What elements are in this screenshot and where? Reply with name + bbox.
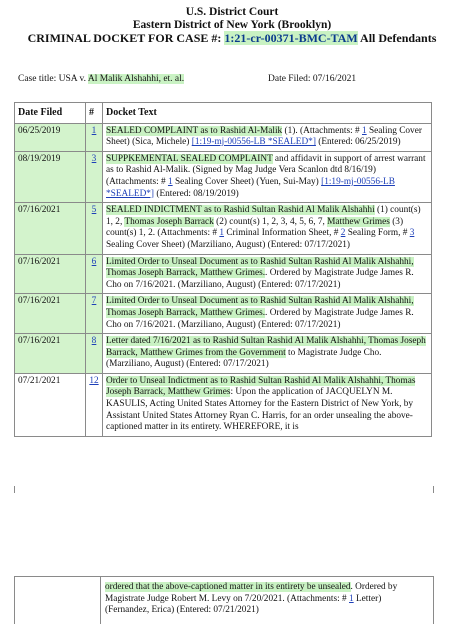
date-filed-cell: 07/16/2021 bbox=[15, 294, 86, 334]
entry-number-link[interactable]: 7 bbox=[91, 296, 97, 307]
highlighted-text: Matthew Grimes bbox=[327, 216, 390, 227]
docket-text-cell bbox=[103, 373, 432, 436]
docket-title bbox=[0, 32, 464, 45]
docket-text-fragment: Criminal Information Sheet, # bbox=[224, 228, 341, 239]
date-filed-cell: 07/16/2021 bbox=[15, 334, 86, 374]
docket-body bbox=[15, 123, 432, 436]
docket-text-fragment: . Ordered by Magistrate Judge James R. Cho on 7/16/2021. (Marziliano, August) (Entered: 07/17/2021) bbox=[106, 307, 414, 330]
docket-suffix: All Defendants bbox=[360, 31, 437, 45]
docket-link[interactable]: 1 bbox=[349, 593, 354, 604]
docket-text-fragment: (3) count(s) 1, 2. (Attachments: # bbox=[106, 216, 404, 239]
highlighted-text: ordered that the above-captioned matter in its entirety be unsealed bbox=[105, 582, 351, 592]
docket-text-cell bbox=[103, 334, 432, 374]
docket-text-cell bbox=[103, 123, 432, 151]
entry-number-cell bbox=[86, 294, 103, 334]
docket-text-fragment: Sealing Cover Sheet) (Yuen, Sui-May) bbox=[172, 176, 322, 187]
district-name: Eastern District of New York (Brooklyn) bbox=[132, 19, 332, 31]
highlighted-text: Thomas Joseph Barrack bbox=[124, 216, 214, 227]
table-row bbox=[15, 294, 432, 334]
date-filed-cell: 07/21/2021 bbox=[15, 373, 86, 436]
highlighted-text: SEALED INDICTMENT as to Rashid Sultan Rashid Al Malik Alshahhi bbox=[106, 205, 375, 216]
date-filed-cell: 08/19/2019 bbox=[15, 151, 86, 202]
highlighted-text: SEALED COMPLAINT as to Rashid Al-Malik bbox=[106, 125, 283, 136]
table-row bbox=[15, 373, 432, 436]
docket-link[interactable]: 1 bbox=[219, 228, 225, 239]
table-row bbox=[15, 151, 432, 202]
case-number: 1:21-cr-00371-BMC-TAM bbox=[224, 31, 358, 45]
entry-number-cell bbox=[86, 203, 103, 254]
table-header-row bbox=[15, 103, 432, 124]
table-row bbox=[15, 123, 432, 151]
docket-text-fragment: (Entered: 08/19/2019) bbox=[154, 188, 239, 199]
docket-text-cell bbox=[103, 254, 432, 294]
docket-text-fragment: Letter) (Fernandez, Erica) (Entered: 07/21/2021) bbox=[105, 593, 382, 616]
docket-text-fragment: to Magistrate Judge Cho. (Marziliano, August) (Entered: 07/17/2021) bbox=[106, 347, 382, 370]
page-cutoff bbox=[14, 486, 434, 493]
case-title-value: Al Malik Alshahhi, et. al. bbox=[87, 74, 185, 84]
docket-link[interactable]: [1:19-mj-00556-LB *SEALED*] bbox=[106, 176, 395, 199]
entry-number-cell bbox=[86, 123, 103, 151]
date-filed-cell: 06/25/2019 bbox=[15, 123, 86, 151]
docket-text-fragment: . Ordered by Magistrate Judge Robert M. Levy on 7/20/2021. (Attachments: # bbox=[105, 582, 398, 604]
entry-number-cell bbox=[86, 373, 103, 436]
court-name: U.S. District Court bbox=[185, 6, 279, 18]
date-filed-cell: 07/16/2021 bbox=[15, 254, 86, 294]
docket-text-fragment: Sealing Cover Sheet) (Marziliano, August) (Entered: 07/17/2021) bbox=[106, 239, 350, 250]
page-break bbox=[0, 493, 464, 573]
table-row bbox=[15, 334, 432, 374]
docket-text-fragment: Sealing Cover Sheet) (Sica, Michele) bbox=[106, 125, 422, 148]
entry-number-link[interactable]: 8 bbox=[91, 336, 97, 347]
entry-number-link[interactable]: 12 bbox=[89, 375, 99, 386]
header-number: # bbox=[86, 103, 103, 124]
highlighted-text: Limited Order to Unseal Document as to Rashid Sultan Rashid Al Malik Alshahhi, Thomas Joseph Barrack, Matthew Grimes. bbox=[106, 256, 414, 279]
docket-link[interactable]: 1 bbox=[167, 176, 173, 187]
docket-link[interactable]: 3 bbox=[409, 228, 415, 239]
docket-table bbox=[14, 102, 432, 437]
docket-text-fragment: : Upon the application of JACQUELYN M. KASULIS, Acting United States Attorney for the Eastern District of New York, by Assistant United States Attorney Ryan C. Harris, for an order unsealing the above-captioned matter in its entirety. WHEREFORE, it is bbox=[106, 387, 414, 433]
table-row bbox=[15, 203, 432, 254]
entry-number-cell bbox=[86, 254, 103, 294]
continued-entry-text bbox=[105, 582, 427, 617]
highlighted-text: Letter dated 7/16/2021 as to Rashid Sultan Rashid Al Malik Alshahhi, Thomas Joseph Barrack, Matthew Grimes from the Government bbox=[106, 336, 426, 358]
header-docket-text: Docket Text bbox=[103, 103, 432, 124]
entry-number-link[interactable]: 3 bbox=[91, 153, 97, 164]
docket-link[interactable]: 1 bbox=[362, 125, 367, 136]
highlighted-text: Limited Order to Unseal Document as to Rashid Sultan Rashid Al Malik Alshahhi, Thomas Joseph Barrack, Matthew Grimes. bbox=[106, 296, 414, 318]
docket-text-cell bbox=[103, 294, 432, 334]
docket-link[interactable]: [1:19-mj-00556-LB *SEALED*] bbox=[191, 137, 316, 148]
case-title bbox=[18, 74, 184, 84]
docket-text-fragment: and affidavit in support of arrest warrant as to Rashid Al-Malik. (Signed by Mag Judge Vera Scanlon dtd 8/16/19) (Attachments: # bbox=[106, 153, 426, 187]
table-row bbox=[15, 254, 432, 294]
docket-text-cell bbox=[103, 151, 432, 202]
header-date-filed: Date Filed bbox=[15, 103, 86, 124]
case-title-label: Case title: USA v. bbox=[18, 74, 86, 84]
docket-text-fragment: . Ordered by Magistrate Judge James R. Cho on 7/16/2021. (Marziliano, August) (Entered: 07/17/2021) bbox=[106, 268, 414, 290]
docket-link[interactable]: 2 bbox=[340, 228, 346, 239]
docket-text-fragment: (1) count(s) 1, 2, bbox=[106, 205, 421, 227]
date-filed-cell: 07/16/2021 bbox=[15, 203, 86, 254]
entry-number-link[interactable]: 6 bbox=[91, 256, 97, 267]
docket-prefix: CRIMINAL DOCKET FOR CASE #: bbox=[27, 31, 222, 45]
continued-left-column bbox=[15, 577, 101, 624]
entry-number-cell bbox=[86, 151, 103, 202]
case-date-filed: Date Filed: 07/16/2021 bbox=[268, 74, 357, 84]
docket-text-fragment: Sealing Form, # bbox=[345, 228, 410, 239]
highlighted-text: Order to Unseal Indictment as to Rashid Sultan Rashid Al Malik Alshahhi, Thomas Joseph Barrack, Matthew Grimes bbox=[106, 375, 416, 398]
docket-text-fragment: (1). (Attachments: # bbox=[282, 125, 362, 136]
entry-number-link[interactable]: 5 bbox=[91, 205, 97, 216]
docket-text-cell bbox=[103, 203, 432, 254]
entry-number-link[interactable]: 1 bbox=[91, 125, 97, 136]
continued-entry bbox=[14, 576, 434, 624]
highlighted-text: SUPPKEMENTAL SEALED COMPLAINT bbox=[106, 153, 273, 164]
docket-text-fragment: (Entered: 06/25/2019) bbox=[315, 137, 401, 148]
docket-text-fragment: (2) count(s) 1, 2, 3, 4, 5, 6, 7, bbox=[213, 216, 328, 227]
entry-number-cell bbox=[86, 334, 103, 374]
